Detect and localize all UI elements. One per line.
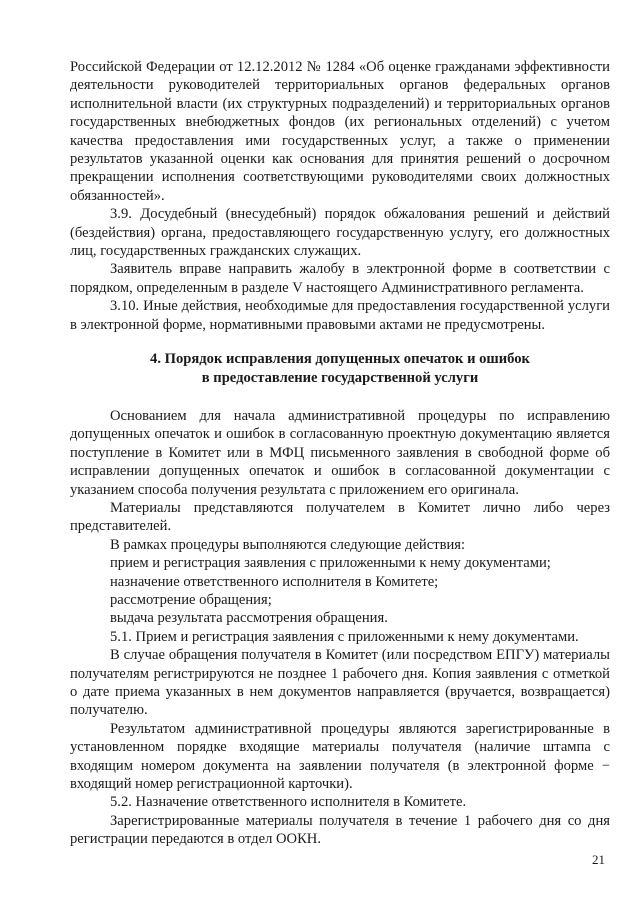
paragraph-transfer: Зарегистрированные материалы получателя в течение 1 рабочего дня со дня регистрации передаются в отдел ООКН.: [70, 812, 610, 848]
list-item: прием и регистрация заявления с приложенными к нему документами;: [110, 555, 551, 572]
paragraph-continuation: Российской Федерации от 12.12.2012 № 1284 «Об оценке гражданами эффективности деятельности руководителей территориальных органов федеральных органов исполнительной власти (их структурных подразделений) и территориальных органов государственных внебюджетных фондов (их региональных отделений) с учетом качества предоставления ими государственных услуг, а также о применении результатов указанной оценки как основания для принятия решений о досрочном прекращении исполнения соответствующими руководителями своих должностных обязанностей».: [70, 59, 610, 204]
paragraph-result: Результатом административной процедуры являются зарегистрированные в установленном порядке входящие материалы получателя (наличие штампа с входящим номером документа на заявлении получателя (в электронной форме − входящий номер регистрационной карточки).: [70, 720, 610, 793]
page-number: 21: [592, 852, 605, 867]
paragraph-complaint: Заявитель вправе направить жалобу в электронной форме в соответствии с порядком, определенным в разделе V настоящего Административного регламента.: [70, 261, 610, 296]
paragraph-registration: В случае обращения получателя в Комитет (или посредством ЕПГУ) материалы получателям регистрируются не позднее 1 рабочего дня. Копия заявления с отметкой о дате приема указанных в нем документов направляется (вручается, возвращается) получателю.: [70, 647, 610, 719]
paragraph-5-1: 5.1. Прием и регистрация заявления с приложенными к нему документами.: [110, 628, 579, 645]
paragraph-5-2: 5.2. Назначение ответственного исполнителя в Комитете.: [110, 794, 467, 811]
list-item: назначение ответственного исполнителя в Комитете;: [110, 573, 439, 590]
document-body: [70, 58, 610, 849]
list-item: рассмотрение обращения;: [110, 591, 272, 608]
paragraph-basis: Основанием для начала административной процедуры по исправлению допущенных опечаток и ошибок в согласованную проектную документацию является поступление в Комитет или в МФЦ письменного заявления в свободной форме об исправлении допущенных опечаток и ошибок в согласованной документации с указанием способа получения результата с приложением его оригинала.: [70, 407, 610, 498]
section-heading-line-2: в предоставление государственной услуги: [201, 369, 479, 386]
paragraph-actions-intro: В рамках процедуры выполняются следующие действия:: [110, 536, 466, 553]
section-heading-line-1: 4. Порядок исправления допущенных опечаток и ошибок: [150, 351, 530, 368]
paragraph-3-10: 3.10. Иные действия, необходимые для предоставления государственной услуги в электронной форме, нормативными правовыми актами не предусмотрены.: [70, 298, 610, 333]
paragraph-materials: Материалы представляются получателем в Комитет лично либо через представителей.: [70, 499, 610, 535]
paragraph-3-9: 3.9. Досудебный (внесудебный) порядок обжалования решений и действий (бездействия) органа, предоставляющего государственную услугу, его должностных лиц, государственных гражданских служащих.: [70, 206, 610, 260]
list-item: выдача результата рассмотрения обращения.: [110, 610, 388, 627]
section-heading: [70, 350, 610, 387]
